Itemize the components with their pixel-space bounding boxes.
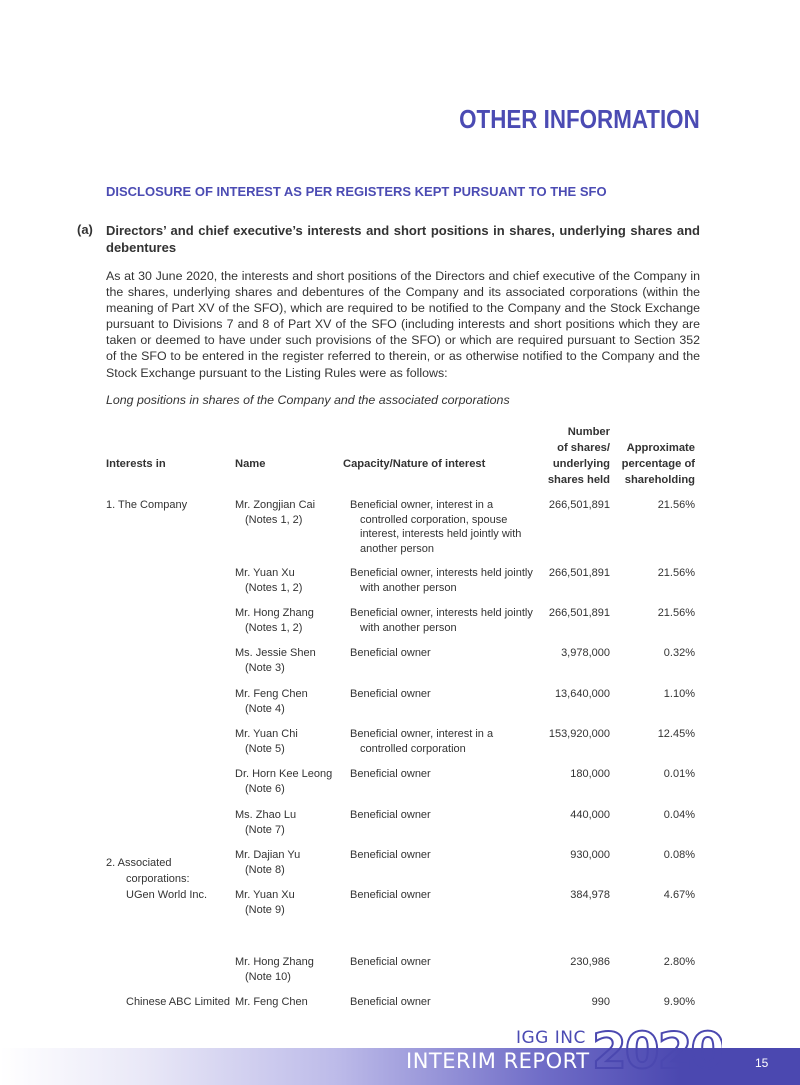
row-name: Mr. Hong Zhang (Note 10) bbox=[235, 956, 314, 983]
page-title: OTHER INFORMATION bbox=[459, 104, 700, 134]
header-name: Name bbox=[235, 458, 266, 470]
row-interests-in: corporations: bbox=[126, 873, 190, 885]
row-shares-held: 384,978 bbox=[570, 889, 610, 901]
row-shares-held: 266,501,891 bbox=[548, 607, 610, 619]
row-capacity: Beneficial owner, interest in a controlled corporation bbox=[350, 728, 494, 755]
row-name: Ms. Zhao Lu (Note 7) bbox=[235, 809, 297, 836]
row-capacity: Beneficial owner bbox=[350, 889, 431, 901]
row-shares-held: 180,000 bbox=[570, 768, 610, 780]
row-interests-in: 2. Associated bbox=[106, 857, 172, 869]
row-percentage: 9.90% bbox=[663, 996, 695, 1008]
row-shares-held: 13,640,000 bbox=[554, 688, 610, 700]
row-shares-held: 440,000 bbox=[570, 809, 610, 821]
section-heading: DISCLOSURE OF INTEREST AS PER REGISTERS KEPT PURSUANT TO THE SFO bbox=[106, 184, 607, 199]
subsection-label: (a) bbox=[77, 222, 93, 237]
row-shares-held: 266,501,891 bbox=[548, 567, 610, 579]
row-percentage: 21.56% bbox=[657, 607, 695, 619]
row-capacity: Beneficial owner bbox=[350, 647, 431, 659]
row-shares-held: 266,501,891 bbox=[548, 499, 610, 511]
row-capacity: Beneficial owner bbox=[350, 996, 431, 1008]
subsection-title: Directors’ and chief executive’s interests and short positions in shares, underlying shares and debentures bbox=[106, 223, 700, 255]
row-capacity: Beneficial owner bbox=[350, 956, 431, 968]
header-capacity: Capacity/Nature of interest bbox=[343, 458, 486, 470]
row-percentage: 1.10% bbox=[663, 688, 695, 700]
row-interests-in: Chinese ABC Limited bbox=[126, 996, 230, 1008]
footer-company: IGG INC bbox=[516, 1028, 586, 1048]
row-capacity: Beneficial owner bbox=[350, 849, 431, 861]
header-percentage: Approximate percentage of shareholding bbox=[621, 442, 695, 486]
page-number: 15 bbox=[755, 1056, 769, 1070]
header-shares: Number of shares/ underlying shares held bbox=[547, 426, 610, 486]
row-percentage: 0.32% bbox=[663, 647, 695, 659]
row-name: Mr. Zongjian Cai (Notes 1, 2) bbox=[235, 499, 316, 526]
row-capacity: Beneficial owner bbox=[350, 809, 431, 821]
row-name: Mr. Yuan Chi (Note 5) bbox=[235, 728, 298, 755]
row-interests-in: 1. The Company bbox=[106, 499, 188, 511]
row-percentage: 0.04% bbox=[663, 809, 695, 821]
row-shares-held: 930,000 bbox=[570, 849, 610, 861]
row-capacity: Beneficial owner bbox=[350, 688, 431, 700]
footer-report-title: INTERIM REPORT bbox=[406, 1049, 590, 1073]
row-capacity: Beneficial owner, interests held jointly with another person bbox=[350, 567, 533, 594]
row-percentage: 0.08% bbox=[663, 849, 695, 861]
row-percentage: 0.01% bbox=[663, 768, 695, 780]
footer-year-text: 2020 bbox=[592, 1024, 722, 1076]
intro-paragraph: As at 30 June 2020, the interests and short positions of the Directors and chief executive of the Company in the shares, underlying shares and debentures of the Company and its associated corporations (within the meaning of Part XV of the SFO), which are required to be notified to the Company and the Stock Exchange pursuant to Divisions 7 and 8 of Part XV of the SFO (including interests and short positions which they are taken or deemed to have under such provisions of the SFO) or which are required pursuant to Section 352 of the SFO to be entered in the register referred to therein, or as otherwise notified to the Company and the Stock Exchange pursuant to the Listing Rules were as follows: bbox=[106, 269, 700, 380]
row-percentage: 4.67% bbox=[663, 889, 695, 901]
row-capacity: Beneficial owner bbox=[350, 768, 431, 780]
row-percentage: 21.56% bbox=[657, 567, 695, 579]
row-capacity: Beneficial owner, interest in a controlled corporation, spouse interest, interests held jointly with another person bbox=[350, 499, 522, 555]
row-shares-held: 3,978,000 bbox=[561, 647, 610, 659]
footer-year-logo bbox=[592, 1024, 722, 1081]
row-name: Mr. Feng Chen (Note 4) bbox=[235, 688, 308, 715]
row-shares-held: 990 bbox=[591, 996, 610, 1008]
header-interests-in: Interests in bbox=[106, 458, 166, 470]
row-name: Mr. Yuan Xu (Note 9) bbox=[235, 889, 295, 916]
row-percentage: 2.80% bbox=[663, 956, 695, 968]
row-name: Mr. Yuan Xu (Notes 1, 2) bbox=[235, 567, 303, 594]
row-capacity: Beneficial owner, interests held jointly with another person bbox=[350, 607, 533, 634]
row-name: Mr. Feng Chen bbox=[235, 996, 308, 1008]
row-name: Mr. Dajian Yu (Note 8) bbox=[235, 849, 301, 876]
row-percentage: 21.56% bbox=[657, 499, 695, 511]
row-name: Mr. Hong Zhang (Notes 1, 2) bbox=[235, 607, 314, 634]
row-name: Ms. Jessie Shen (Note 3) bbox=[235, 647, 316, 674]
row-shares-held: 230,986 bbox=[570, 956, 610, 968]
row-shares-held: 153,920,000 bbox=[548, 728, 610, 740]
table-caption: Long positions in shares of the Company and the associated corporations bbox=[106, 393, 510, 407]
row-percentage: 12.45% bbox=[657, 728, 695, 740]
row-interests-in: UGen World Inc. bbox=[126, 889, 208, 901]
row-name: Dr. Horn Kee Leong (Note 6) bbox=[235, 768, 333, 795]
